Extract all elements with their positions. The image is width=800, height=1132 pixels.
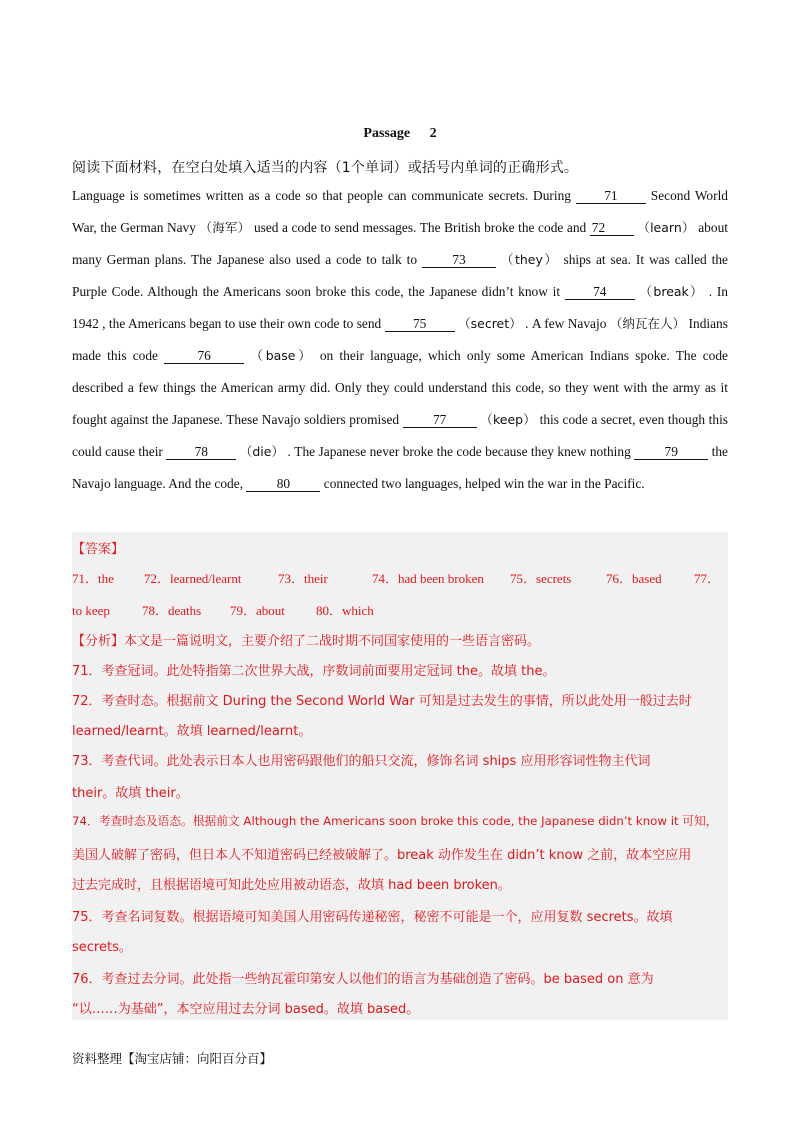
passage-title bbox=[0, 126, 800, 142]
analysis-76: 76．考查过去分词。此处指一些纳瓦霍印第安人以他们的语言为基础创造了密码。be based on 意为 bbox=[72, 972, 654, 987]
passage-text: this code a secret, even though this could cause their bbox=[72, 412, 729, 459]
passage-text: . A few Navajo bbox=[525, 316, 607, 331]
analysis-73-cont: their。故填 their。 bbox=[72, 786, 189, 801]
blank-79[interactable]: 79 bbox=[634, 445, 708, 460]
answer-item: 71．the bbox=[72, 571, 114, 586]
passage-text: Second World War, the German Navy bbox=[72, 188, 728, 235]
answer-row-1 bbox=[72, 568, 724, 587]
analysis-74: 74．考查时态及语态。根据前文 Although the Americans soon broke this code, the Japanese didn’t know it 可知， bbox=[72, 814, 718, 828]
passage-text: connected two languages, helped win the war in the Pacific. bbox=[323, 476, 645, 491]
hint-navajo: （纳瓦在人） bbox=[609, 316, 686, 331]
blank-76[interactable]: 76 bbox=[164, 349, 244, 364]
answer-item: 79．about bbox=[230, 603, 285, 618]
answer-item: 73．their bbox=[278, 571, 328, 586]
analysis-73: 73．考查代词。此处表示日本人也用密码跟他们的船只交流，修饰名词 ships 应用形容词性物主代词 bbox=[72, 754, 651, 769]
analysis-71: 71．考查冠词。此处特指第二次世界大战，序数词前面要用定冠词 the。故填 the。 bbox=[72, 664, 556, 679]
blank-71[interactable]: 71 bbox=[576, 189, 646, 204]
answer-item: 80．which bbox=[316, 603, 374, 618]
answer-header: 【答案】 bbox=[72, 542, 125, 557]
hint-78: （die） bbox=[239, 444, 285, 459]
analysis-74-cont: 美国人破解了密码，但日本人不知道密码已经被破解了。break 动作发生在 didn’t know 之前，故本空应用 bbox=[72, 848, 692, 863]
hint-77: （keep） bbox=[480, 412, 537, 427]
analysis-76-cont: “以……为基础”，本空应用过去分词 based。故填 based。 bbox=[72, 1002, 420, 1017]
blank-77[interactable]: 77 bbox=[403, 413, 477, 428]
hint-75: （secret） bbox=[458, 316, 522, 331]
blank-72[interactable]: 72 bbox=[590, 221, 634, 236]
hint-72: （learn） bbox=[637, 220, 695, 235]
passage-text: ships at sea. It was called the Purple Code. Although the Americans soon broke this code, the Japanese didn’t know it bbox=[72, 252, 728, 299]
passage-text: about many German plans. The Japanese also used a code to talk to bbox=[72, 220, 728, 267]
hint-navy: （海军） bbox=[199, 220, 251, 235]
answer-item: to keep bbox=[72, 603, 110, 618]
analysis-72-cont: learned/learnt。故填 learned/learnt。 bbox=[72, 724, 312, 739]
passage-title-number: 2 bbox=[429, 126, 437, 141]
analysis-72: 72．考查时态。根据前文 During the Second World War 可知是过去发生的事情，所以此处用一般过去时 bbox=[72, 694, 692, 709]
passage-title-word: Passage bbox=[363, 126, 411, 141]
hint-74: （break） bbox=[639, 284, 705, 299]
blank-73[interactable]: 73 bbox=[422, 253, 496, 268]
answer-box bbox=[72, 532, 728, 1020]
passage-text: on their language, which only some American Indians spoke. The code described a few things the American army did. Only they could understand this code, so they went with the army as it fought against the Japanese. These Navajo soldiers promised bbox=[72, 348, 728, 427]
analysis-intro: 【分析】本文是一篇说明文，主要介绍了二战时期不同国家使用的一些语言密码。 bbox=[72, 634, 541, 649]
footer-credit: 资料整理【淘宝店铺：向阳百分百】 bbox=[72, 1051, 273, 1066]
answer-item: 74．had been broken bbox=[372, 571, 484, 586]
passage-text: Language is sometimes written as a code so that people can communicate secrets. During bbox=[72, 188, 576, 203]
blank-80[interactable]: 80 bbox=[246, 477, 320, 492]
analysis-75: 75．考查名词复数。根据语境可知美国人用密码传递秘密，秘密不可能是一个，应用复数 secrets。故填 bbox=[72, 910, 673, 925]
passage-text: the Navajo language. And the code, bbox=[72, 444, 728, 491]
hint-73: （they） bbox=[500, 252, 559, 267]
analysis-75-cont: secrets。 bbox=[72, 940, 132, 955]
passage-text: Indians made this code bbox=[72, 316, 728, 363]
hint-76: （base） bbox=[250, 348, 314, 363]
answer-item: 77． bbox=[694, 571, 721, 586]
answer-item: 78．deaths bbox=[142, 603, 202, 618]
answer-item: 76．based bbox=[606, 571, 662, 586]
analysis-74-cont2: 过去完成时，且根据语境可知此处应用被动语态，故填 had been broken。 bbox=[72, 878, 511, 893]
passage-body bbox=[72, 180, 728, 500]
blank-78[interactable]: 78 bbox=[166, 445, 236, 460]
passage-text: used a code to send messages. The British broke the code and bbox=[253, 220, 590, 235]
instruction: 阅读下面材料，在空白处填入适当的内容（1个单词）或括号内单词的正确形式。 bbox=[72, 160, 579, 176]
answer-row-2 bbox=[72, 600, 374, 619]
answer-item: 72．learned/learnt bbox=[144, 571, 242, 586]
passage-text: . In 1942 , the Americans began to use their own code to send bbox=[72, 284, 729, 331]
blank-74[interactable]: 74 bbox=[565, 285, 635, 300]
blank-75[interactable]: 75 bbox=[385, 317, 455, 332]
passage-text: . The Japanese never broke the code because they knew nothing bbox=[287, 444, 635, 459]
answer-item: 75．secrets bbox=[510, 571, 572, 586]
